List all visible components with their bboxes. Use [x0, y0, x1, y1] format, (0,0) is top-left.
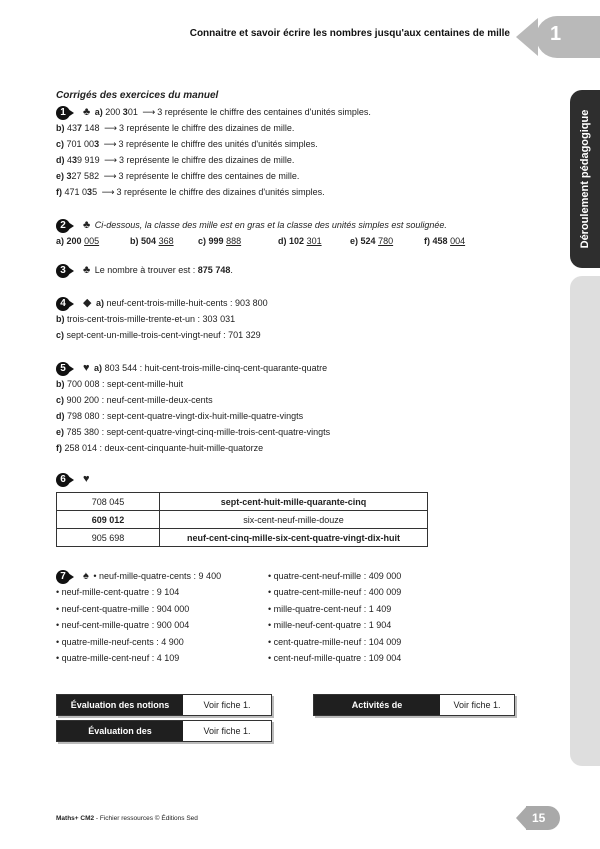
list-item: • quatre-mille-neuf-cents : 4 900 — [56, 636, 184, 647]
exercise-5: 5 ♥ a) 803 544 : huit-cent-trois-mille-cinq-cent-quarante-quatre b) 700 008 : sept-cent-mille-huit c) 900 200 : neuf-cent-mille-deux-cents d) 798 080 : sept-cent-quatre-vingt-dix-huit-mille-quatre-vingts e) 785 380 : sept-cent-quatre-vingt-cinq-mille-trois-cent-quatre-vingts f) 258 014 : deux-cent-cinquante-huit-mille-quatorze — [56, 362, 331, 453]
ex1-line-c: c) 701 003 ⟶ 3 représente le chiffre des unités d'unités simples. — [56, 139, 318, 149]
ex1-line-e: e) 327 582 ⟶ 3 représente le chiffre des centaines de mille. — [56, 171, 300, 181]
spade-icon: ♠ — [83, 570, 89, 582]
arrow-icon: ⟶ — [103, 139, 117, 149]
side-tab-label: Déroulement pédagogique — [579, 109, 591, 249]
evaluation-notions-box: Évaluation des notions Voir fiche 1. — [56, 694, 272, 716]
club-icon: ♣ — [83, 264, 91, 276]
arrow-icon: ⟶ — [101, 187, 115, 197]
list-item: • mille-quatre-cent-neuf : 1 409 — [268, 603, 392, 614]
ex2-item: e) 524 780 — [350, 236, 394, 246]
exercise-2 — [56, 217, 556, 249]
list-item: • neuf-cent-quatre-mille : 904 000 — [56, 603, 190, 614]
ex2-item: f) 458 004 — [424, 236, 466, 246]
exercise-number-badge: 4 — [56, 297, 80, 311]
table-row: 905 698 neuf-cent-cinq-mille-six-cent-quatre-vingt-dix-huit — [57, 529, 428, 547]
exercise-3: 3 ♣ Le nombre à trouver est : 875 748. — [56, 262, 556, 278]
table-row: 708 045 sept-cent-huit-mille-quarante-cinq — [57, 493, 428, 511]
club-icon: ♣ — [83, 106, 91, 118]
page-title: Connaitre et savoir écrire les nombres jusqu'aux centaines de mille — [189, 28, 510, 39]
exercise-6 — [56, 471, 556, 487]
list-item: • cent-neuf-mille-quatre : 109 004 — [268, 652, 402, 663]
arrow-icon: ⟶ — [103, 171, 117, 181]
ex2-item: a) 200 005 — [56, 236, 100, 246]
ex2-item: b) 504 368 — [130, 236, 174, 246]
ex7-left-column: 7 ♠ • neuf-mille-quatre-cents : 9 400 • neuf-mille-cent-quatre : 9 104 • neuf-cent-quatre-mille : 904 000 • neuf-cent-mille-quatre : 900 004 • quatre-mille-neuf-cents : 4 900 • quatre-mille-cent-neuf : 4 109 — [56, 568, 221, 666]
arrow-icon: ⟶ — [104, 123, 117, 133]
list-item: • mille-neuf-cent-quatre : 1 904 — [268, 620, 392, 631]
ex1-line-d: d) 439 919 ⟶ 3 représente le chiffre des dizaines de mille. — [56, 155, 295, 165]
chapter-tab — [536, 16, 600, 58]
table-row: 609 012 six-cent-neuf-mille-douze — [57, 511, 428, 529]
arrow-icon: ⟶ — [104, 155, 117, 165]
exercise-number-badge: 2 — [56, 219, 80, 233]
list-item: • cent-quatre-mille-neuf : 104 009 — [268, 636, 402, 647]
page-number: 15 — [532, 811, 546, 825]
section-title: Corrigés des exercices du manuel — [56, 90, 219, 101]
exercise-number-badge: 7 — [56, 570, 80, 584]
exercise-number-badge: 1 — [56, 106, 80, 120]
side-tab-inactive — [570, 276, 600, 766]
club-icon: ♣ — [83, 219, 91, 231]
exercise-1 — [56, 104, 556, 200]
list-item: • quatre-cent-neuf-mille : 409 000 — [268, 571, 402, 581]
ex2-item: c) 999 888 — [198, 236, 242, 246]
ex6-table — [56, 492, 428, 547]
ex2-answers — [56, 233, 556, 249]
ex1-line-a: 1 ♣ a) 200 301 ⟶ 3 représente le chiffre des centaines d'unités simples. — [56, 104, 556, 120]
heart-icon: ♥ — [83, 362, 90, 374]
page-number-tab — [526, 806, 560, 830]
evaluation-competences-box: Évaluation des compétences Voir fiche 1. — [56, 720, 272, 742]
exercise-number-badge: 3 — [56, 264, 80, 278]
arrow-icon: ⟶ — [142, 107, 156, 117]
ex1-line-f: f) 471 035 ⟶ 3 représente le chiffre des dizaines d'unités simples. — [56, 187, 325, 197]
exercise-number-badge: 5 — [56, 362, 80, 376]
heart-icon: ♥ — [83, 473, 90, 485]
ex2-item: d) 102 301 — [278, 236, 322, 246]
ex7-right-column — [268, 568, 401, 666]
activites-differenciation-box: Activités de différenciation Voir fiche 1. — [313, 694, 515, 716]
list-item: • neuf-mille-cent-quatre : 9 104 — [56, 587, 180, 598]
footer: Maths+ CM2 - Fichier ressources © Éditions Sed — [56, 815, 198, 822]
chapter-number: 1 — [550, 23, 562, 45]
diamond-icon: ◆ — [83, 297, 92, 309]
exercise-number-badge: 6 — [56, 473, 80, 487]
side-tab-label-wrap — [573, 96, 597, 262]
ex2-intro: 2 ♣ Ci-dessous, la classe des mille est en gras et la classe des unités simples est soulignée. — [56, 217, 556, 233]
list-item: • quatre-mille-cent-neuf : 4 109 — [56, 652, 180, 663]
list-item: • quatre-cent-mille-neuf : 400 009 — [268, 587, 402, 598]
exercise-4: 4 ◆ a) neuf-cent-trois-mille-huit-cents : 903 800 b) trois-cent-trois-mille-trente-et-un : 303 031 c) sept-cent-un-mille-trois-cent-vingt-neuf : 701 329 — [56, 297, 268, 340]
ex1-line-b: b) 437 148 ⟶ 3 représente le chiffre des dizaines de mille. — [56, 123, 295, 133]
list-item: • neuf-cent-mille-quatre : 900 004 — [56, 620, 190, 631]
